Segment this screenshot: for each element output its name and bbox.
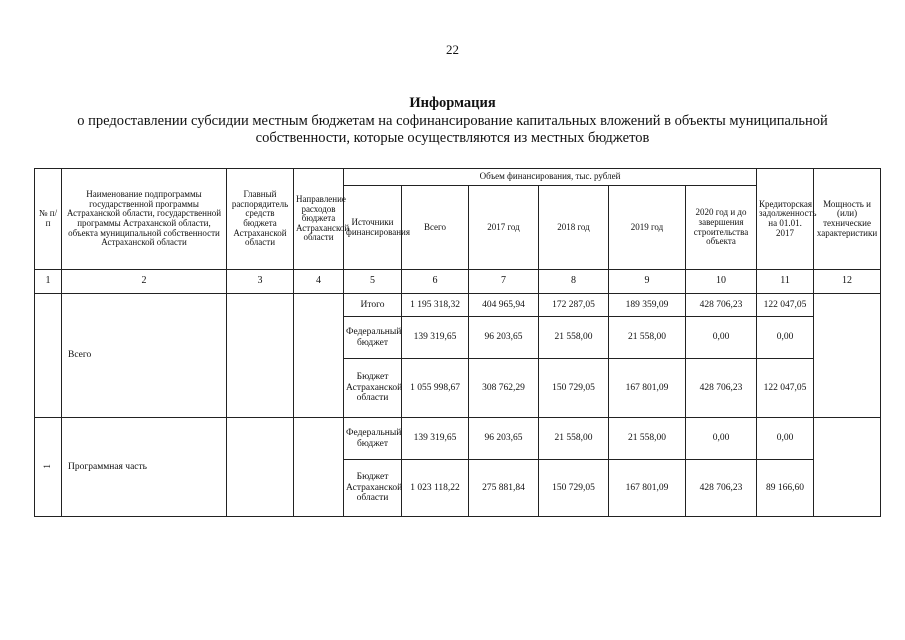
column-number: 3 (227, 270, 294, 294)
row-name: Всего (62, 294, 227, 418)
column-number: 10 (686, 270, 757, 294)
row-2019: 167 801,09 (609, 460, 686, 517)
column-number: 7 (469, 270, 539, 294)
row-direction (294, 418, 344, 517)
header-capacity: Мощность и (или) технические характеристики (814, 169, 881, 270)
row-source: Федеральный бюджет (344, 317, 402, 359)
row-debt: 122 047,05 (757, 294, 814, 317)
row-2020: 428 706,23 (686, 460, 757, 517)
row-2017: 96 203,65 (469, 418, 539, 460)
document-title: Информация (409, 95, 496, 111)
header-2018: 2018 год (539, 186, 609, 270)
column-number: 8 (539, 270, 609, 294)
row-2019: 21 558,00 (609, 317, 686, 359)
row-debt: 89 166,60 (757, 460, 814, 517)
row-total: 1 055 998,67 (402, 359, 469, 418)
row-2018: 150 729,05 (539, 359, 609, 418)
row-2017: 96 203,65 (469, 317, 539, 359)
column-number: 2 (62, 270, 227, 294)
header-debt: Кредиторская задолженность на 01.01. 2017 (757, 169, 814, 270)
row-2020: 0,00 (686, 317, 757, 359)
row-2020: 428 706,23 (686, 294, 757, 317)
row-2019: 167 801,09 (609, 359, 686, 418)
row-total: 1 195 318,32 (402, 294, 469, 317)
column-number-row (35, 270, 881, 294)
row-2020: 0,00 (686, 418, 757, 460)
header-direction: Направление расходов бюджета Астраханской области (294, 169, 344, 270)
row-manager (227, 294, 294, 418)
row-total: 139 319,65 (402, 317, 469, 359)
row-number (35, 294, 62, 418)
column-number: 12 (814, 270, 881, 294)
row-2018: 21 558,00 (539, 418, 609, 460)
page-number: 22 (446, 42, 459, 57)
financing-table (34, 168, 881, 517)
header-2019: 2019 год (609, 186, 686, 270)
header-number: № п/п (35, 169, 62, 270)
row-debt: 0,00 (757, 418, 814, 460)
header-financing-group: Объем финансирования, тыс. рублей (344, 169, 757, 186)
row-source: Бюджет Астраханской области (344, 359, 402, 418)
row-debt: 0,00 (757, 317, 814, 359)
header-manager: Главный распорядитель средств бюджета Астраханской области (227, 169, 294, 270)
table-row (35, 418, 881, 460)
column-number: 9 (609, 270, 686, 294)
row-direction (294, 294, 344, 418)
header-name: Наименование подпрограммы государственной программы Астраханской области, государственной программы Астраханской области, объекта муниципальной собственности Астраханской области (62, 169, 227, 270)
column-number: 11 (757, 270, 814, 294)
row-source: Бюджет Астраханской области (344, 460, 402, 517)
header-total: Всего (402, 186, 469, 270)
header-2017: 2017 год (469, 186, 539, 270)
header-2020: 2020 год и до завершения строительства объекта (686, 186, 757, 270)
row-2020: 428 706,23 (686, 359, 757, 418)
row-total: 1 023 118,22 (402, 460, 469, 517)
row-capacity (814, 294, 881, 418)
column-number: 1 (35, 270, 62, 294)
row-total: 139 319,65 (402, 418, 469, 460)
row-2018: 172 287,05 (539, 294, 609, 317)
row-2019: 21 558,00 (609, 418, 686, 460)
document-subtitle: о предоставлении субсидии местным бюджетам на софинансирование капитальных вложений в объекты муниципальной собственности, которые осуществляются из местных бюджетов (77, 113, 828, 146)
row-debt: 122 047,05 (757, 359, 814, 418)
row-source: Итого (344, 294, 402, 317)
column-number: 5 (344, 270, 402, 294)
row-source: Федеральный бюджет (344, 418, 402, 460)
row-number (35, 418, 62, 517)
row-2017: 404 965,94 (469, 294, 539, 317)
table-row (35, 294, 881, 317)
row-2018: 21 558,00 (539, 317, 609, 359)
row-2017: 308 762,29 (469, 359, 539, 418)
column-number: 6 (402, 270, 469, 294)
column-number: 4 (294, 270, 344, 294)
row-name: Программная часть (62, 418, 227, 517)
row-number-text: 1 (42, 464, 53, 469)
header-sources: Источники финансирования (344, 186, 402, 270)
row-2017: 275 881,84 (469, 460, 539, 517)
row-manager (227, 418, 294, 517)
row-capacity (814, 418, 881, 517)
row-2019: 189 359,09 (609, 294, 686, 317)
row-2018: 150 729,05 (539, 460, 609, 517)
